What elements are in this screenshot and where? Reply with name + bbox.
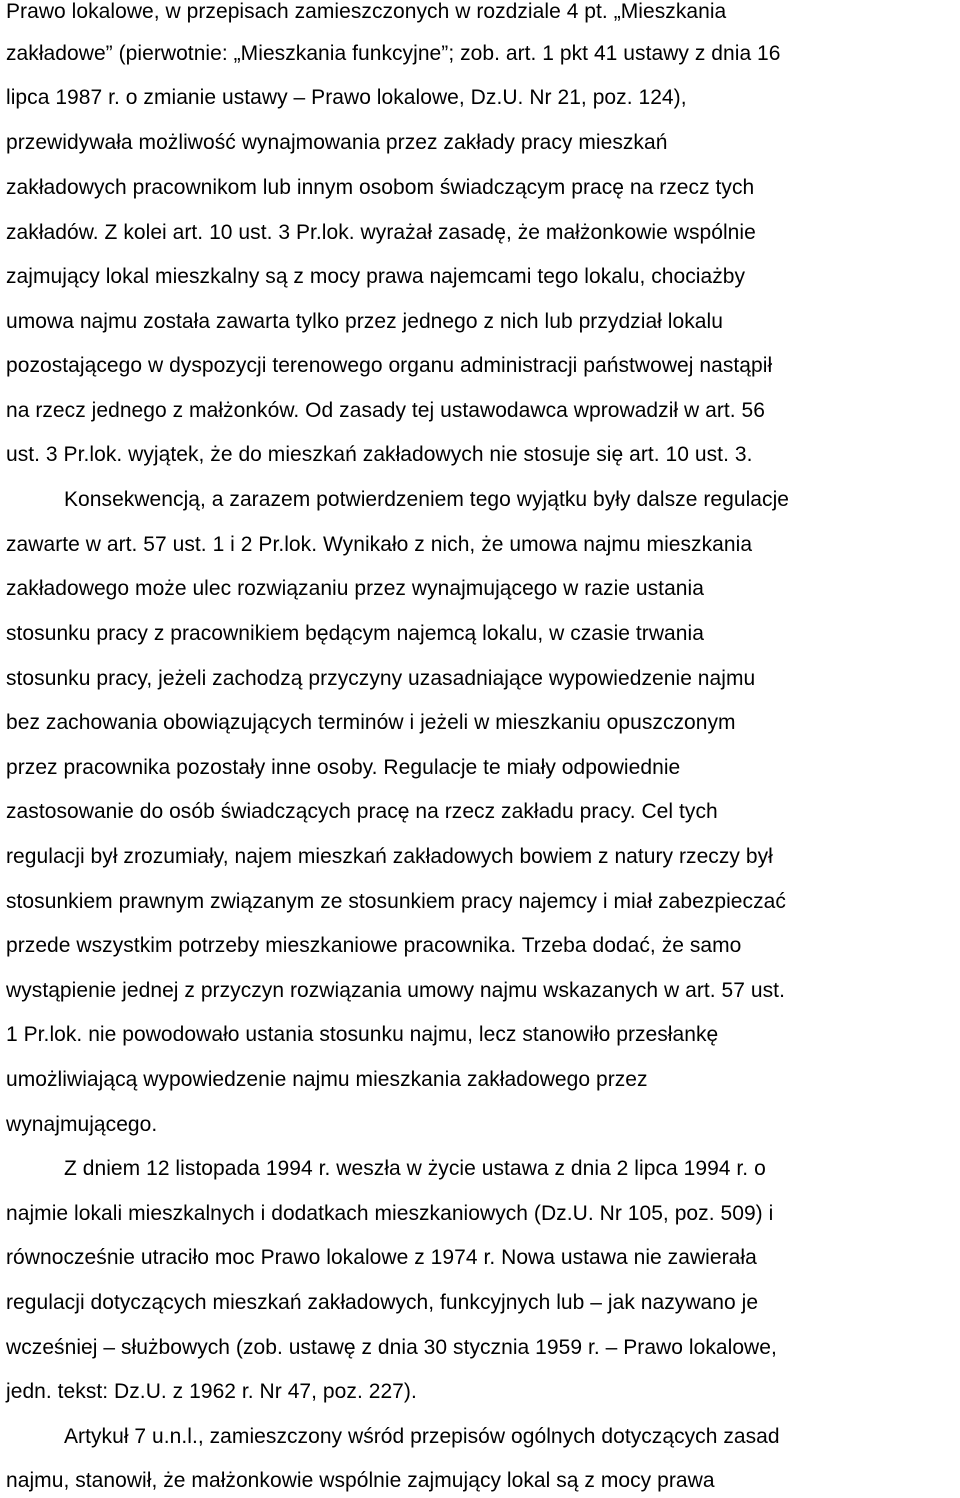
text-line: stosunkiem prawnym związanym ze stosunkiem pracy najemcy i miał zabezpieczać: [6, 890, 786, 913]
paragraph-start-line: Konsekwencją, a zarazem potwierdzeniem tego wyjątku były dalsze regulacje: [64, 488, 790, 511]
text-line: ust. 3 Pr.lok. wyjątek, że do mieszkań zakładowych nie stosuje się art. 10 ust. 3.: [6, 443, 753, 466]
text-line: wynajmującego.: [6, 1113, 158, 1136]
text-line: wcześniej – służbowych (zob. ustawę z dnia 30 stycznia 1959 r. – Prawo lokalowe,: [6, 1336, 777, 1359]
text-line: umożliwiającą wypowiedzenie najmu mieszkania zakładowego przez: [6, 1068, 648, 1091]
text-line: jedn. tekst: Dz.U. z 1962 r. Nr 47, poz. 227).: [6, 1380, 417, 1403]
text-line: bez zachowania obowiązujących terminów i jeżeli w mieszkaniu opuszczonym: [6, 711, 736, 734]
text-line: 1 Pr.lok. nie powodowało ustania stosunku najmu, lecz stanowiło przesłankę: [6, 1023, 719, 1046]
text-line: przewidywała możliwość wynajmowania przez zakłady pracy mieszkań: [6, 131, 668, 154]
text-line: wystąpienie jednej z przyczyn rozwiązania umowy najmu wskazanych w art. 57 ust.: [6, 979, 785, 1002]
text-line: najmie lokali mieszkalnych i dodatkach mieszkaniowych (Dz.U. Nr 105, poz. 509) i: [6, 1202, 774, 1225]
text-line: zakładowe” (pierwotnie: „Mieszkania funkcyjne”; zob. art. 1 pkt 41 ustawy z dnia 16: [6, 42, 781, 65]
text-line: równocześnie utraciło moc Prawo lokalowe z 1974 r. Nowa ustawa nie zawierała: [6, 1246, 757, 1269]
text-line: Prawo lokalowe, w przepisach zamieszczonych w rozdziale 4 pt. „Mieszkania: [6, 0, 727, 23]
text-line: na rzecz jednego z małżonków. Od zasady tej ustawodawca wprowadził w art. 56: [6, 399, 766, 422]
paragraph-start-line: Artykuł 7 u.n.l., zamieszczony wśród przepisów ogólnych dotyczących zasad: [64, 1425, 780, 1448]
text-line: przede wszystkim potrzeby mieszkaniowe pracownika. Trzeba dodać, że samo: [6, 934, 742, 957]
text-line: najmu, stanowił, że małżonkowie wspólnie zajmujący lokal są z mocy prawa: [6, 1469, 715, 1492]
text-line: umowa najmu została zawarta tylko przez jednego z nich lub przydział lokalu: [6, 310, 723, 333]
text-line: zakładów. Z kolei art. 10 ust. 3 Pr.lok. wyrażał zasadę, że małżonkowie wspólnie: [6, 221, 756, 244]
text-line: regulacji dotyczących mieszkań zakładowych, funkcyjnych lub – jak nazywano je: [6, 1291, 759, 1314]
text-line: zastosowanie do osób świadczących pracę na rzecz zakładu pracy. Cel tych: [6, 800, 718, 823]
text-line: lipca 1987 r. o zmianie ustawy – Prawo lokalowe, Dz.U. Nr 21, poz. 124),: [6, 86, 687, 109]
text-line: zakładowych pracownikom lub innym osobom świadczącym pracę na rzecz tych: [6, 176, 755, 199]
text-line: przez pracownika pozostały inne osoby. Regulacje te miały odpowiednie: [6, 756, 681, 779]
paragraph-start-line: Z dniem 12 listopada 1994 r. weszła w życie ustawa z dnia 2 lipca 1994 r. o: [64, 1157, 766, 1180]
text-line: pozostającego w dyspozycji terenowego organu administracji państwowej nastąpił: [6, 354, 773, 377]
text-line: stosunku pracy z pracownikiem będącym najemcą lokalu, w czasie trwania: [6, 622, 704, 645]
text-line: zajmujący lokal mieszkalny są z mocy prawa najemcami tego lokalu, chociażby: [6, 265, 746, 288]
text-line: stosunku pracy, jeżeli zachodzą przyczyny uzasadniające wypowiedzenie najmu: [6, 667, 756, 690]
text-line: zawarte w art. 57 ust. 1 i 2 Pr.lok. Wynikało z nich, że umowa najmu mieszkania: [6, 533, 753, 556]
text-line: zakładowego może ulec rozwiązaniu przez wynajmującego w razie ustania: [6, 577, 704, 600]
text-line: regulacji był zrozumiały, najem mieszkań zakładowych bowiem z natury rzeczy był: [6, 845, 773, 868]
